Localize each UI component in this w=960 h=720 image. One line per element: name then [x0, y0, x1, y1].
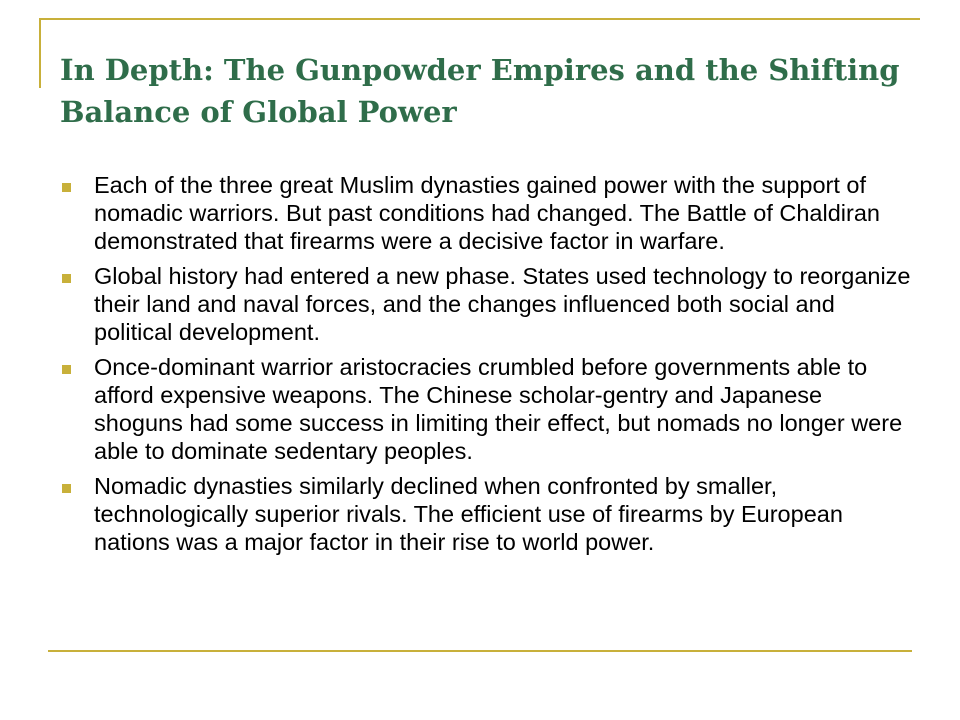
bullet-text: Global history had entered a new phase. States used technology to reorganize their land and naval forces, and the changes influenced both social and political development.	[94, 263, 911, 345]
bullet-list	[62, 171, 912, 563]
bullet-text: Once-dominant warrior aristocracies crumbled before governments able to afford expensive weapons. The Chinese scholar-gentry and Japanese shoguns had some success in limiting their effect, but nomads no longer were able to dominate sedentary peoples.	[94, 354, 903, 464]
bullet-item	[62, 262, 912, 346]
bullet-text: Nomadic dynasties similarly declined when confronted by smaller, technologically superior rivals. The efficient use of firearms by European nations was a major factor in their rise to world power.	[94, 473, 843, 555]
square-bullet-icon	[62, 484, 71, 493]
bullet-item	[62, 353, 912, 465]
bullet-item	[62, 171, 912, 255]
frame-bottom-rule	[48, 650, 912, 652]
slide-title: In Depth: The Gunpowder Empires and the Shifting Balance of Global Power	[60, 53, 900, 129]
square-bullet-icon	[62, 274, 71, 283]
frame-top-rule	[40, 18, 920, 20]
square-bullet-icon	[62, 365, 71, 374]
square-bullet-icon	[62, 183, 71, 192]
frame-left-rule	[39, 18, 41, 88]
bullet-text: Each of the three great Muslim dynasties gained power with the support of nomadic warriors. But past conditions had changed. The Battle of Chaldiran demonstrated that firearms were a decisive factor in warfare.	[94, 172, 880, 254]
bullet-item	[62, 472, 912, 556]
